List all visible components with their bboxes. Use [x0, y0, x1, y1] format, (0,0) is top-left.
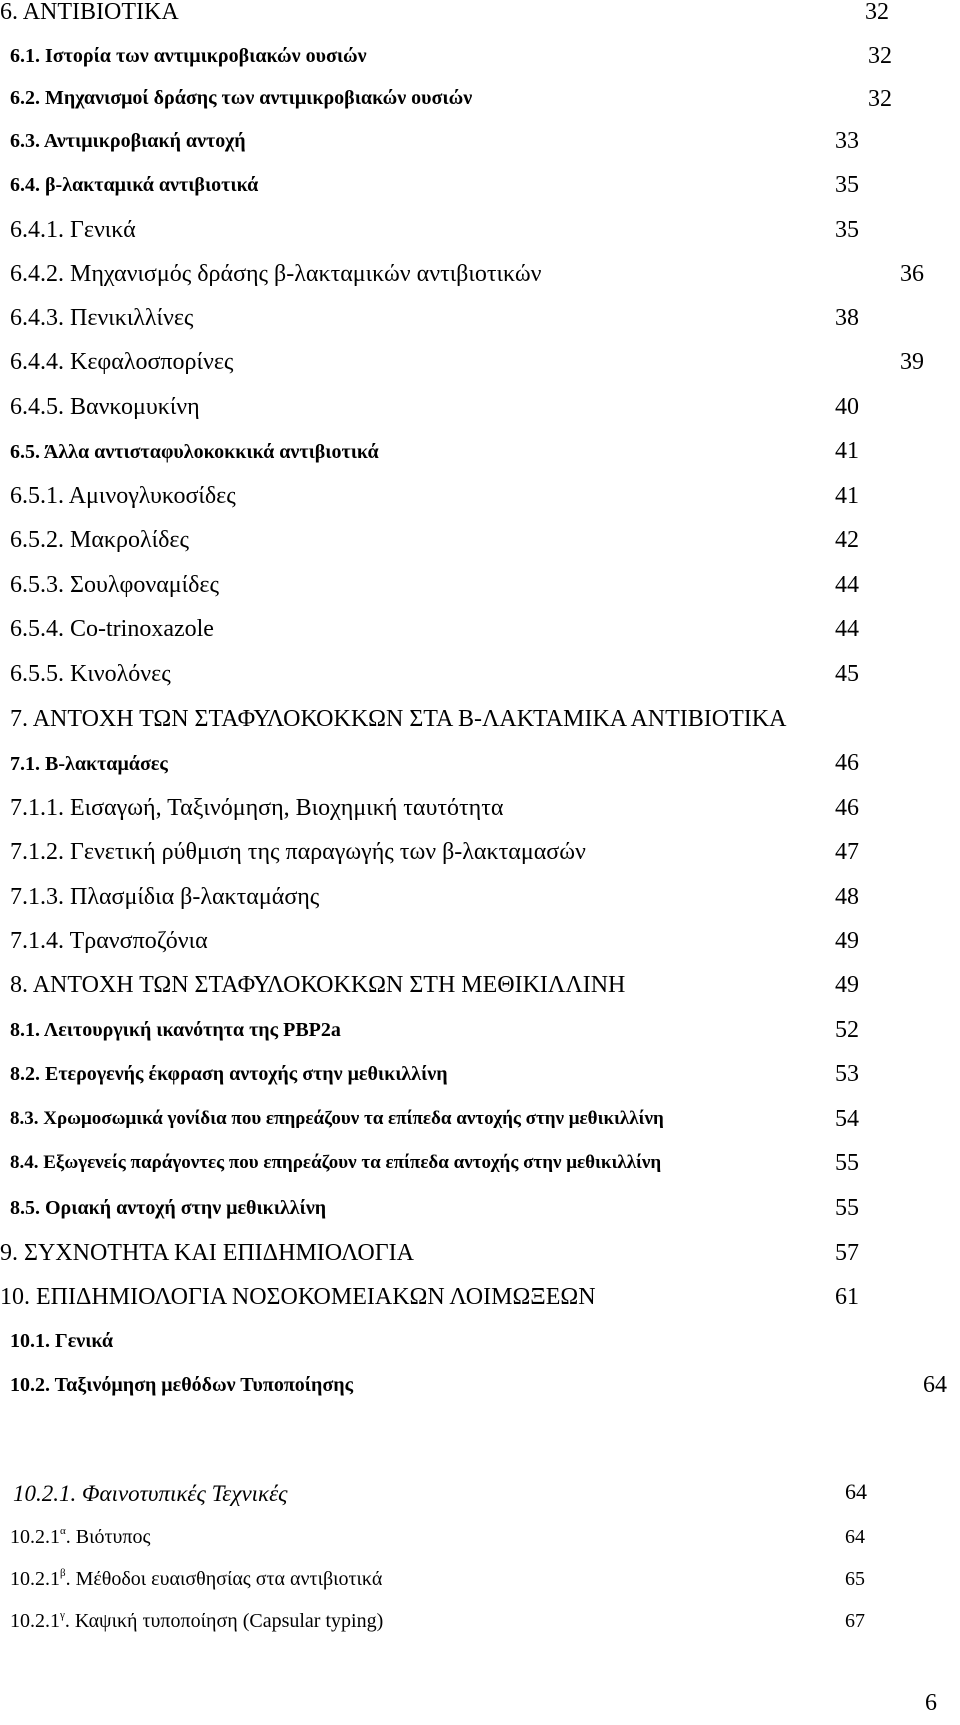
toc-title: 7.1.1. Εισαγωή, Ταξινόμηση, Βιοχημική ταυτότητα	[10, 795, 504, 821]
toc-title: 6.4.2. Μηχανισμός δράσης β-λακταμικών αντιβιοτικών	[10, 261, 542, 287]
toc-title: 6.5.5. Κινολόνες	[10, 661, 171, 687]
toc-page-number: 33	[835, 128, 859, 154]
toc-page-number: 38	[835, 305, 859, 331]
toc-title: 6.4.4. Κεφαλοσπορίνες	[10, 349, 234, 375]
toc-page-number: 53	[835, 1061, 859, 1087]
toc-title: 6.5.3. Σουλφοναμίδες	[10, 572, 219, 598]
toc-page-number: 55	[835, 1150, 859, 1176]
toc-page-number: 48	[835, 884, 859, 910]
toc-title: 10. ΕΠΙΔΗΜΙΟΛΟΓΙΑ ΝΟΣΟΚΟΜΕΙΑΚΩΝ ΛΟΙΜΩΞΕΩΝ	[0, 1284, 596, 1310]
toc-page-number: 52	[835, 1017, 859, 1043]
toc-title: 7. ΑΝΤΟΧΗ ΤΩΝ ΣΤΑΦΥΛΟΚΟΚΚΩΝ ΣΤΑ Β-ΛΑΚΤΑΜΙΚΑ ΑΝΤΙΒΙΟΤΙΚΑ	[10, 706, 787, 732]
toc-title: $10.2.1^\alpha$. Βιότυπος	[10, 1525, 151, 1548]
toc-page-number: 64	[923, 1372, 947, 1398]
toc-title: 6.5.1. Αμινογλυκοσίδες	[10, 483, 236, 509]
toc-title: 7.1.3. Πλασμίδια β-λακταμάσης	[10, 884, 320, 910]
toc-title: 9. ΣΥΧΝΟΤΗΤΑ ΚΑΙ ΕΠΙΔΗΜΙΟΛΟΓΙΑ	[0, 1240, 414, 1266]
toc-page-number: 54	[835, 1106, 859, 1132]
toc-title: 6.5. Άλλα αντισταφυλοκοκκικά αντιβιοτικά	[10, 441, 379, 463]
toc-title: 7.1.4. Τρανσποζόνια	[10, 928, 208, 954]
toc-title: 8.5. Οριακή αντοχή στην μεθικιλλίνη	[10, 1197, 327, 1219]
toc-page-number: 41	[835, 438, 859, 464]
toc-title: 6.5.4. Co-trinoxazole	[10, 616, 214, 642]
toc-title: 8.2. Ετερογενής έκφραση αντοχής στην μεθικιλλίνη	[10, 1063, 448, 1085]
toc-page-number: 35	[835, 217, 859, 243]
toc-title: 6.4.1. Γενικά	[10, 217, 136, 243]
toc-title: 7.1. Β-λακταμάσες	[10, 753, 168, 775]
toc-title: 8.3. Χρωμοσωμικά γονίδια που επηρεάζουν τα επίπεδα αντοχής στην μεθικιλλίνη	[10, 1108, 664, 1129]
toc-title: 10.1. Γενικά	[10, 1330, 114, 1352]
toc-page-number: 65	[845, 1568, 865, 1590]
toc-page-number: 39	[900, 349, 924, 375]
toc-title: 7.1.2. Γενετική ρύθμιση της παραγωγής των β-λακταμασών	[10, 839, 586, 865]
toc-page-number: 49	[835, 972, 859, 998]
toc-title: 10.2.1. Φαινοτυπικές Τεχνικές	[13, 1481, 288, 1506]
toc-page-number: 46	[835, 750, 859, 776]
toc-title: 8.4. Εξωγενείς παράγοντες που επηρεάζουν τα επίπεδα αντοχής στην μεθικιλλίνη	[10, 1152, 662, 1173]
toc-title: $10.2.1^\gamma$. Καψική τυποποίηση (Capsular typing)	[10, 1609, 384, 1632]
toc-title: 6.4.3. Πενικιλλίνες	[10, 305, 194, 331]
toc-page-number: 44	[835, 572, 859, 598]
toc-page-number: 40	[835, 394, 859, 420]
toc-title: 6.3. Αντιμικροβιακή αντοχή	[10, 130, 246, 152]
toc-title: $10.2.1^\beta$. Μέθοδοι ευαισθησίας στα αντιβιοτικά	[10, 1567, 383, 1590]
toc-title: 6.5.2. Μακρολίδες	[10, 527, 189, 553]
toc-page-number: 32	[865, 0, 889, 25]
toc-page-number: 61	[835, 1284, 859, 1310]
page-number: 6	[925, 1690, 937, 1716]
toc-title: 6.2. Μηχανισμοί δράσης των αντιμικροβιακών ουσιών	[10, 87, 473, 109]
toc-page-number: 67	[845, 1610, 865, 1632]
toc-title: 8. ΑΝΤΟΧΗ ΤΩΝ ΣΤΑΦΥΛΟΚΟΚΚΩΝ ΣΤΗ ΜΕΘΙΚΙΛΛΙΝΗ	[10, 972, 626, 998]
toc-title: 6. ΑΝΤΙΒΙΟΤΙΚΑ	[0, 0, 179, 25]
toc-title: 10.2. Ταξινόμηση μεθόδων Τυποποίησης	[10, 1374, 354, 1396]
toc-title: 8.1. Λειτουργική ικανότητα της PBP2a	[10, 1019, 341, 1041]
toc-title: 6.4. β-λακταμικά αντιβιοτικά	[10, 174, 259, 196]
toc-page-number: 46	[835, 795, 859, 821]
toc-page-number: 32	[868, 86, 892, 112]
toc-page-number: 64	[845, 1526, 865, 1548]
toc-page-number: 32	[868, 43, 892, 69]
toc-page-number: 47	[835, 839, 859, 865]
toc-page-number: 41	[835, 483, 859, 509]
toc-page-number: 49	[835, 928, 859, 954]
toc-page-number: 64	[845, 1479, 867, 1504]
toc-page-number: 45	[835, 661, 859, 687]
toc-page-number: 44	[835, 616, 859, 642]
toc-page-number: 55	[835, 1195, 859, 1221]
toc-page-number: 57	[835, 1240, 859, 1266]
toc-page-number: 35	[835, 172, 859, 198]
toc-title: 6.4.5. Βανκομυκίνη	[10, 394, 200, 420]
toc-page-number: 42	[835, 527, 859, 553]
toc-page-number: 36	[900, 261, 924, 287]
toc-title: 6.1. Ιστορία των αντιμικροβιακών ουσιών	[10, 45, 367, 67]
